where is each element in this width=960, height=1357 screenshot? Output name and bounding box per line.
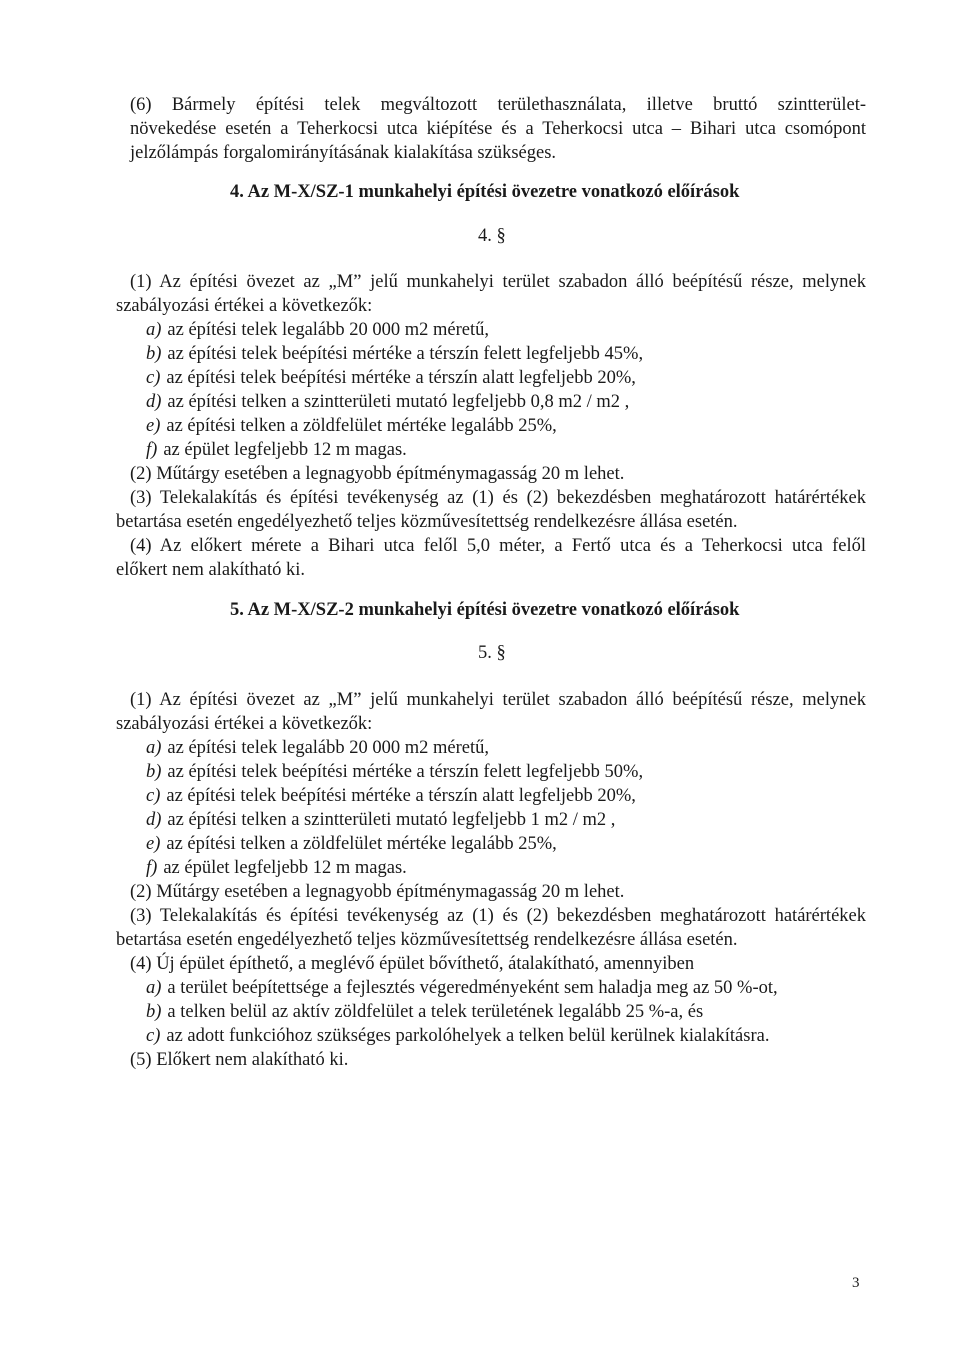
- ch4-para1-line-2: szabályozási értékei a következők:: [116, 296, 373, 316]
- item-text: az épület legfeljebb 12 m magas.: [163, 858, 407, 878]
- ch4-item-f: [146, 438, 407, 462]
- ch5-item-f: [146, 856, 407, 880]
- item-label: d): [146, 810, 162, 830]
- item-label: c): [146, 786, 161, 806]
- ch5-para4-item-c: [146, 1024, 769, 1048]
- ch5-para4-item-a: [146, 976, 778, 1000]
- item-label: b): [146, 344, 162, 364]
- intro-line-2: növekedése esetén a Teherkocsi utca kiépítése és a Teherkocsi utca – Bihari utca csomópont: [130, 119, 866, 139]
- item-text: az építési telek beépítési mértéke a térszín alatt legfeljebb 20%,: [166, 786, 636, 806]
- ch4-para1-line-1: (1) Az építési övezet az „M” jelű munkahelyi terület szabadon álló beépítésű része, melynek: [130, 272, 866, 292]
- item-text: az építési telek beépítési mértéke a térszín felett legfeljebb 45%,: [167, 344, 644, 364]
- item-text: a telken belül az aktív zöldfelület a telek területének legalább 25 %-a, és: [167, 1002, 704, 1022]
- ch5-item-c: [146, 784, 636, 808]
- ch5-para1-line-2: szabályozási értékei a következők:: [116, 714, 373, 734]
- item-label: b): [146, 762, 162, 782]
- ch4-para2: (2) Műtárgy esetében a legnagyobb építménymagasság 20 m lehet.: [130, 464, 625, 484]
- ch5-item-d: [146, 808, 615, 832]
- ch4-para4-line-1: (4) Az előkert mérete a Bihari utca felől 5,0 méter, a Fertő utca és a Teherkocsi utca felől: [130, 536, 866, 556]
- ch5-para1-line-1: (1) Az építési övezet az „M” jelű munkahelyi terület szabadon álló beépítésű része, melynek: [130, 690, 866, 710]
- item-text: az építési telek beépítési mértéke a térszín alatt legfeljebb 20%,: [166, 368, 636, 388]
- item-text: az építési telken a szintterületi mutató legfeljebb 1 m2 / m2 ,: [167, 810, 616, 830]
- ch5-para3-line-1: (3) Telekalakítás és építési tevékenység az (1) és (2) bekezdésben meghatározott határértékek: [130, 906, 866, 926]
- item-label: e): [146, 834, 161, 854]
- item-label: c): [146, 368, 161, 388]
- chapter-4-heading: 4. Az M-X/SZ-1 munkahelyi építési övezetre vonatkozó előírások: [230, 182, 740, 202]
- item-text: az építési telken a zöldfelület mértéke legalább 25%,: [166, 416, 557, 436]
- item-text: az épület legfeljebb 12 m magas.: [163, 440, 407, 460]
- ch5-para5: (5) Előkert nem alakítható ki.: [130, 1050, 349, 1070]
- item-label: a): [146, 738, 162, 758]
- ch5-item-b: [146, 760, 643, 784]
- ch4-item-c: [146, 366, 636, 390]
- item-text: az építési telken a zöldfelület mértéke legalább 25%,: [166, 834, 557, 854]
- item-label: c): [146, 1026, 161, 1046]
- item-label: d): [146, 392, 162, 412]
- item-label: a): [146, 978, 162, 998]
- ch5-item-a: [146, 736, 489, 760]
- item-text: az építési telken a szintterületi mutató legfeljebb 0,8 m2 / m2 ,: [167, 392, 630, 412]
- page-number: 3: [852, 1275, 860, 1291]
- item-text: a terület beépítettsége a fejlesztés végeredményeként sem haladja meg az 50 %-ot,: [167, 978, 778, 998]
- intro-line-1: (6) Bármely építési telek megváltozott területhasználata, illetve bruttó szintterület-: [130, 95, 866, 115]
- ch5-para4-item-b: [146, 1000, 703, 1024]
- ch5-para3-line-2: betartása esetén engedélyezhető teljes közművesítettség rendelkezésre állása esetén.: [116, 930, 738, 950]
- item-text: az építési telek beépítési mértéke a térszín felett legfeljebb 50%,: [167, 762, 644, 782]
- ch4-para3-line-2: betartása esetén engedélyezhető teljes közművesítettség rendelkezésre állása esetén.: [116, 512, 738, 532]
- ch5-item-e: [146, 832, 557, 856]
- section-4-mark: 4. §: [478, 226, 506, 246]
- chapter-5-heading: 5. Az M-X/SZ-2 munkahelyi építési övezetre vonatkozó előírások: [230, 600, 740, 620]
- ch5-para4: (4) Új épület építhető, a meglévő épület bővíthető, átalakítható, amennyiben: [130, 954, 695, 974]
- item-label: e): [146, 416, 161, 436]
- ch4-item-b: [146, 342, 643, 366]
- ch4-item-e: [146, 414, 557, 438]
- item-label: a): [146, 320, 162, 340]
- ch4-item-a: [146, 318, 489, 342]
- item-text: az építési telek legalább 20 000 m2 méretű,: [167, 738, 490, 758]
- ch5-para2: (2) Műtárgy esetében a legnagyobb építménymagasság 20 m lehet.: [130, 882, 625, 902]
- section-5-mark: 5. §: [478, 643, 506, 663]
- item-label: f): [146, 440, 158, 460]
- item-text: az építési telek legalább 20 000 m2 méretű,: [167, 320, 490, 340]
- item-label: f): [146, 858, 158, 878]
- item-text: az adott funkcióhoz szükséges parkolóhelyek a telken belül kerülnek kialakításra.: [166, 1026, 770, 1046]
- ch4-para3-line-1: (3) Telekalakítás és építési tevékenység az (1) és (2) bekezdésben meghatározott határértékek: [130, 488, 866, 508]
- item-label: b): [146, 1002, 162, 1022]
- ch4-para4-line-2: előkert nem alakítható ki.: [116, 560, 306, 580]
- ch4-item-d: [146, 390, 629, 414]
- intro-line-3: jelzőlámpás forgalomirányításának kialakítása szükséges.: [130, 143, 557, 163]
